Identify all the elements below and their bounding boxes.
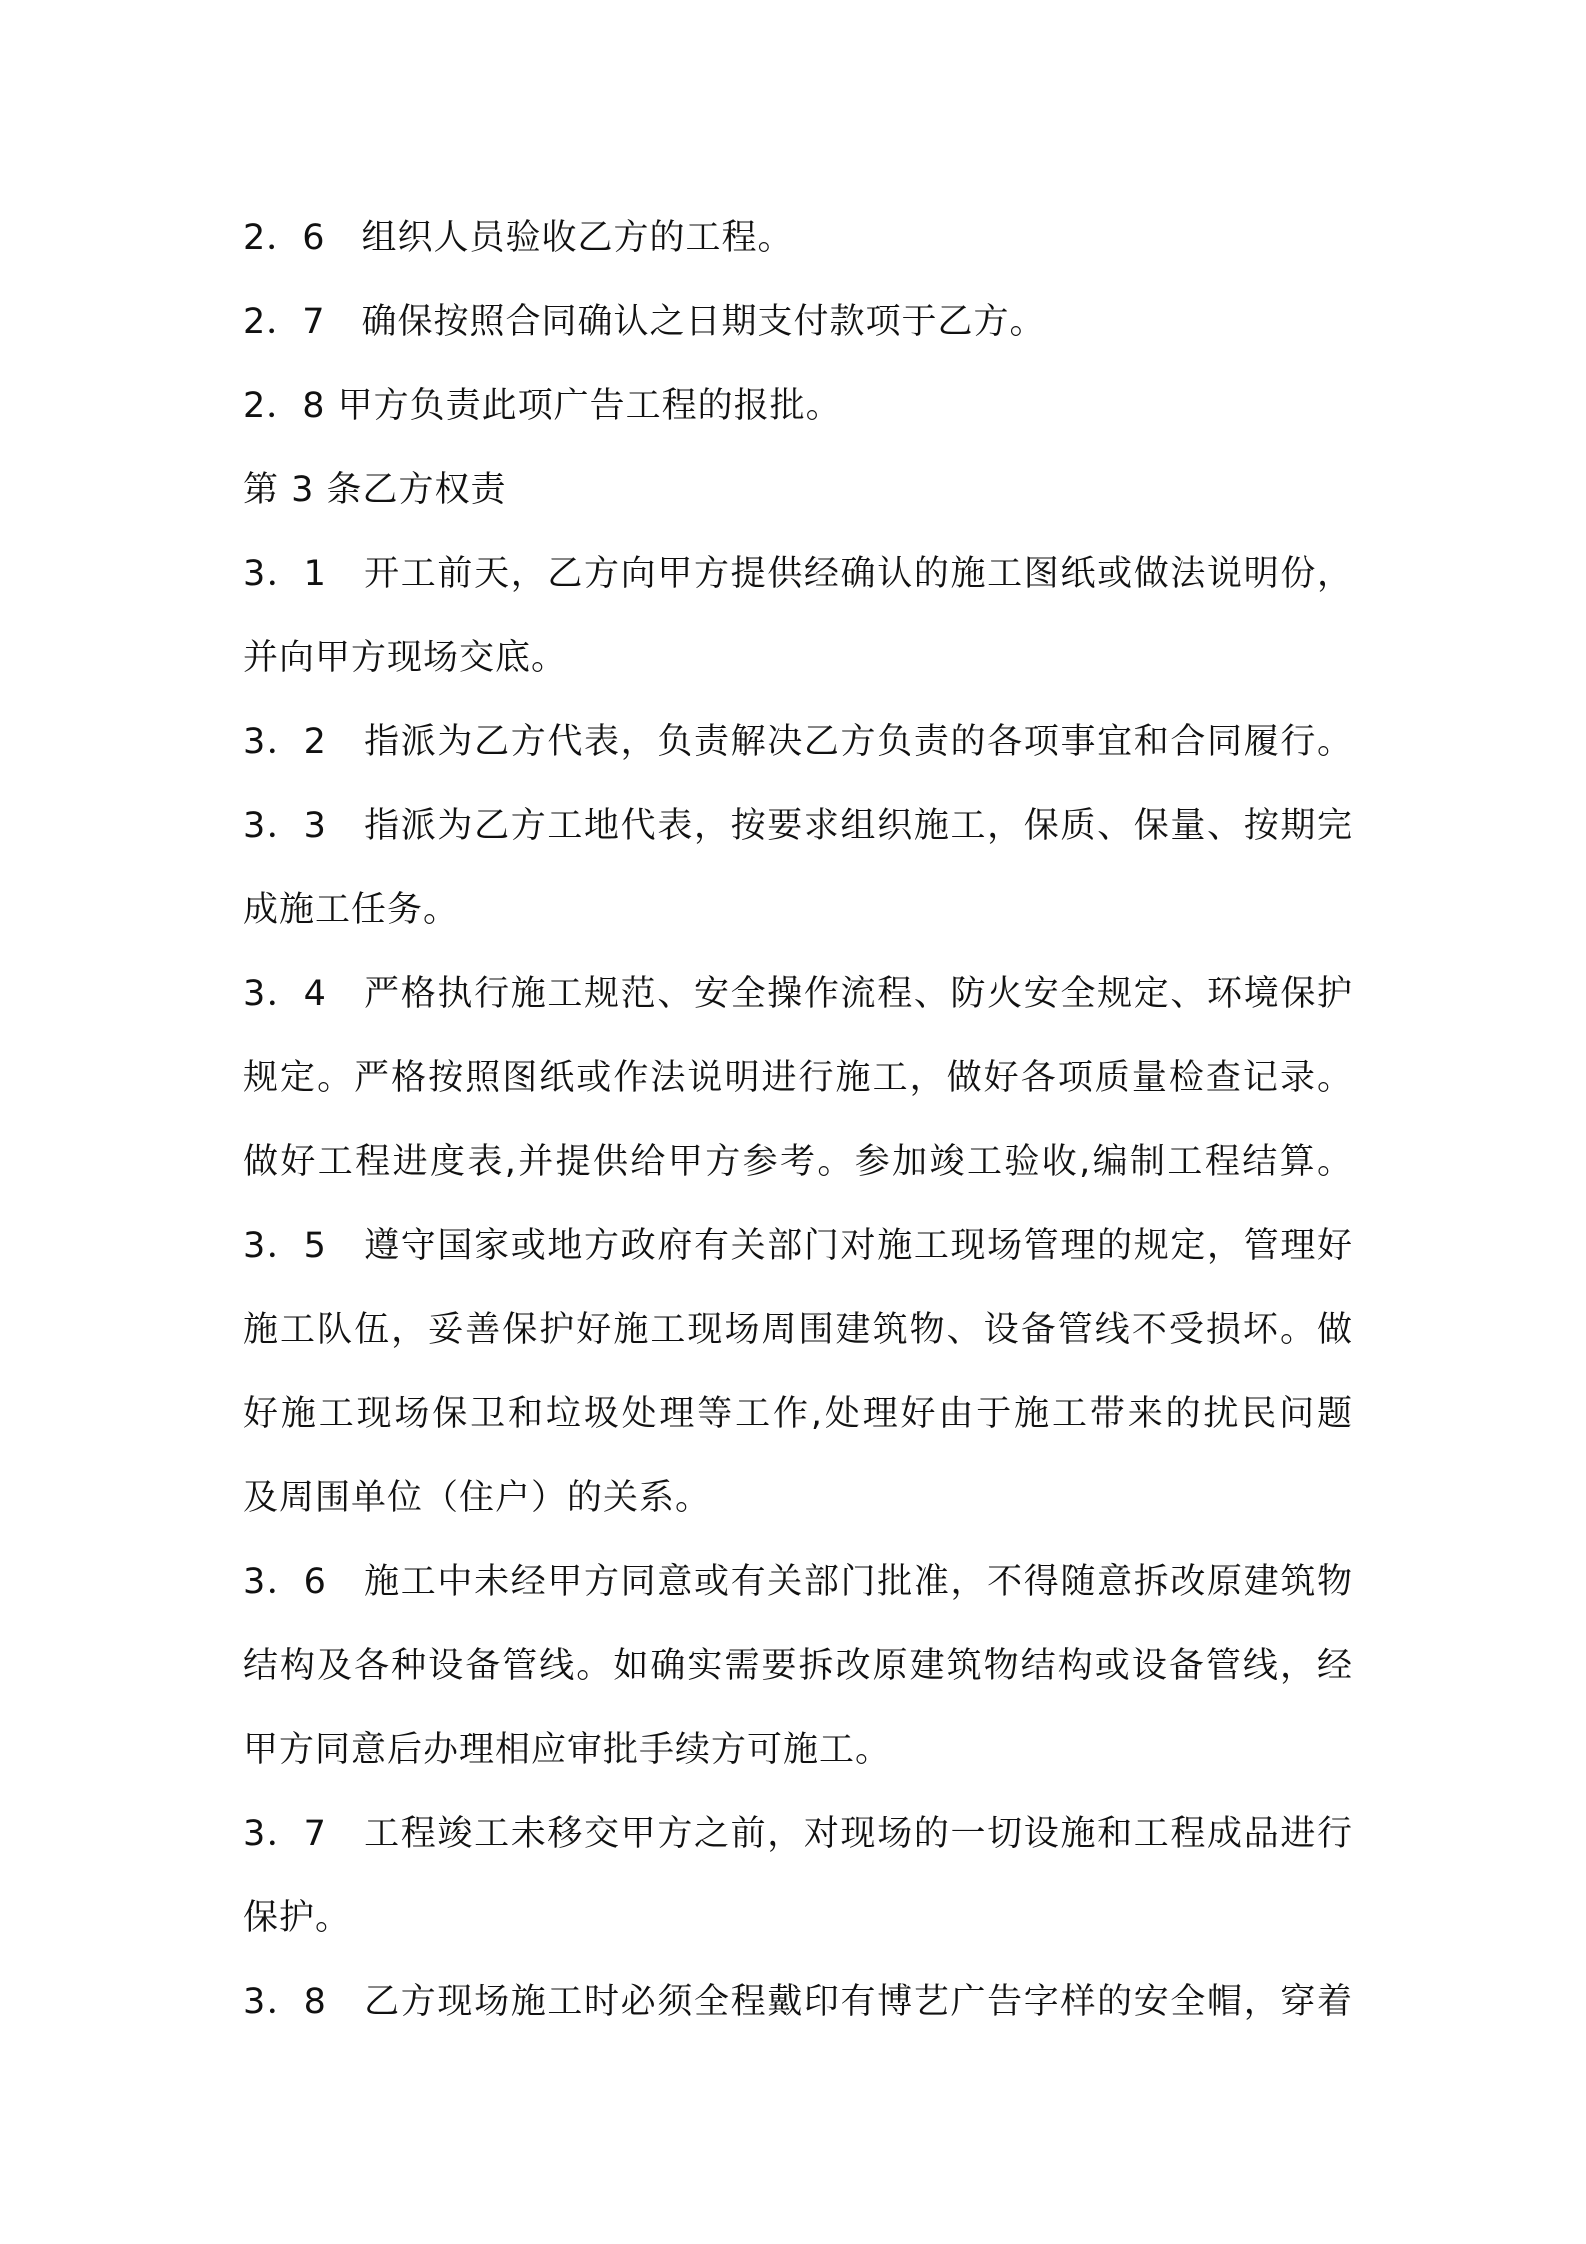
clause-3-8-line-1: 3．8 乙方现场施工时必须全程戴印有博艺广告字样的安全帽，穿着 xyxy=(243,1982,1353,2022)
clause-3-3-line-1: 3．3 指派为乙方工地代表，按要求组织施工，保质、保量、按期完 xyxy=(243,806,1353,846)
clause-3-4-line-2: 规定。严格按照图纸或作法说明进行施工，做好各项质量检查记录。 xyxy=(243,1058,1353,1098)
section-heading-3: 第 3 条乙方权责 xyxy=(243,470,507,510)
clause-3-5-line-3: 好施工现场保卫和垃圾处理等工作,处理好由于施工带来的扰民问题 xyxy=(243,1394,1353,1434)
clause-3-5-line-2: 施工队伍，妥善保护好施工现场周围建筑物、设备管线不受损坏。做 xyxy=(243,1310,1353,1350)
clause-2-8: 2．8 甲方负责此项广告工程的报批。 xyxy=(243,386,842,426)
clause-3-6-line-3: 甲方同意后办理相应审批手续方可施工。 xyxy=(243,1730,892,1770)
clause-3-4-line-3: 做好工程进度表,并提供给甲方参考。参加竣工验收,编制工程结算。 xyxy=(243,1142,1353,1182)
clause-3-1-line-1: 3．1 开工前天，乙方向甲方提供经确认的施工图纸或做法说明份， xyxy=(243,554,1353,594)
document-body xyxy=(243,196,1353,2044)
clause-3-1-line-2: 并向甲方现场交底。 xyxy=(243,638,568,678)
clause-3-5-line-1: 3．5 遵守国家或地方政府有关部门对施工现场管理的规定，管理好 xyxy=(243,1226,1353,1266)
clause-3-7-line-1: 3．7 工程竣工未移交甲方之前，对现场的一切设施和工程成品进行 xyxy=(243,1814,1353,1854)
clause-3-7-line-2: 保护。 xyxy=(243,1898,352,1938)
clause-3-5-line-4: 及周围单位（住户）的关系。 xyxy=(243,1478,712,1518)
clause-3-6-line-1: 3．6 施工中未经甲方同意或有关部门批准，不得随意拆改原建筑物 xyxy=(243,1562,1353,1602)
clause-2-7: 2．7 确保按照合同确认之日期支付款项于乙方。 xyxy=(243,302,1046,342)
clause-3-4-line-1: 3．4 严格执行施工规范、安全操作流程、防火安全规定、环境保护 xyxy=(243,974,1353,1014)
clause-3-3-line-2: 成施工任务。 xyxy=(243,890,460,930)
clause-2-6: 2．6 组织人员验收乙方的工程。 xyxy=(243,218,794,258)
clause-3-2: 3．2 指派为乙方代表，负责解决乙方负责的各项事宜和合同履行。 xyxy=(243,722,1353,762)
clause-3-6-line-2: 结构及各种设备管线。如确实需要拆改原建筑物结构或设备管线，经 xyxy=(243,1646,1353,1686)
